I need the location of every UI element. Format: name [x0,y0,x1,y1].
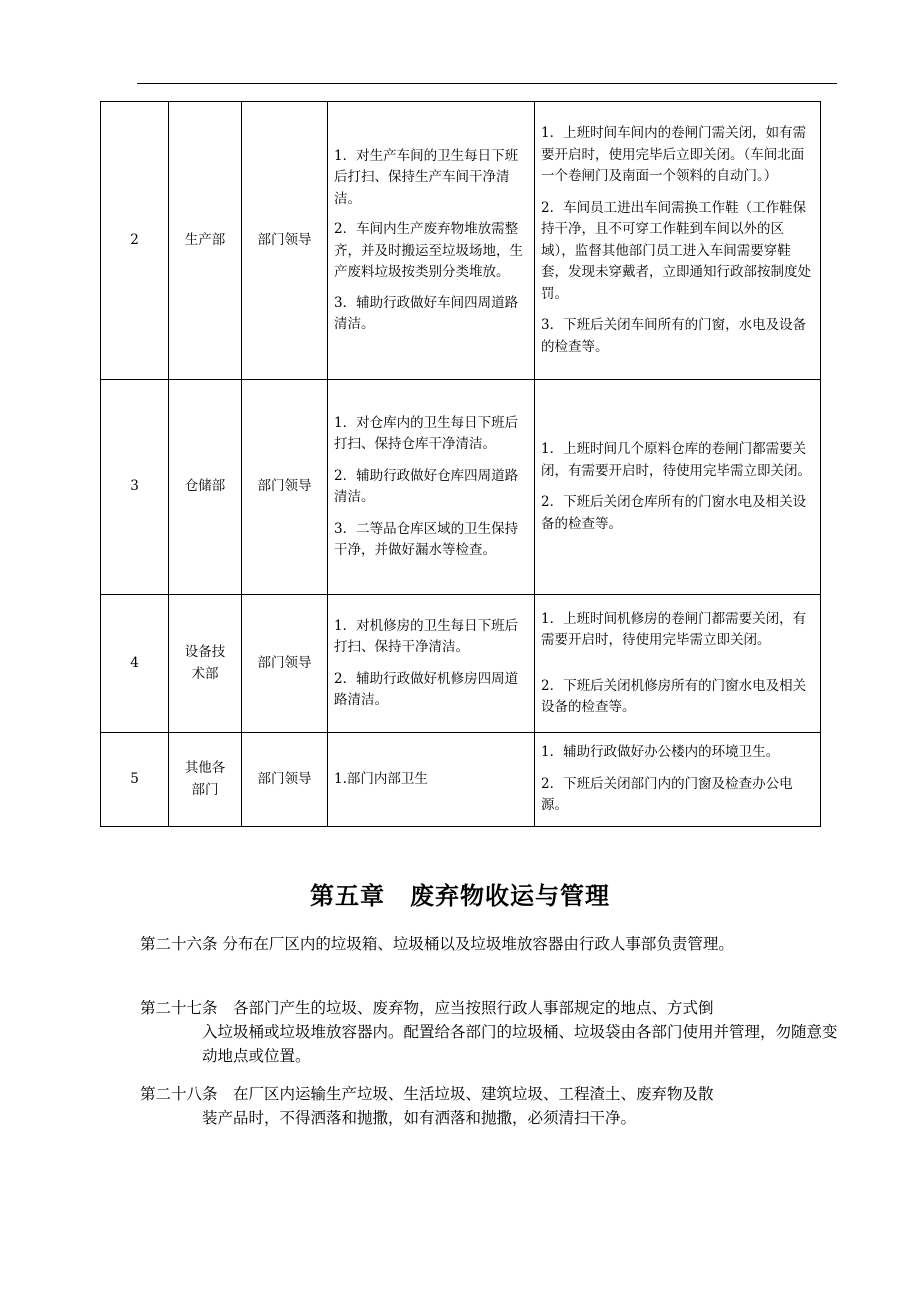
duty-item: 1．对生产车间的卫生每日下班后打扫、保持生产车间干净清洁。 [334,147,519,207]
closing-duties [535,733,821,827]
duty-item: 2．下班后关闭机修房所有的门窗水电及相关设备的检查等。 [541,677,807,715]
duty-item: 2．下班后关闭仓库所有的门窗水电及相关设备的检查等。 [541,494,807,532]
department-line: 设备技 [184,644,226,660]
responsible-person: 部门领导 [242,733,328,827]
department-line: 其他各 [184,760,226,776]
duty-item: 1．辅助行政做好办公楼内的环境卫生。 [541,744,780,761]
duty-item: 1．对仓库内的卫生每日下班后打扫、保持仓库干净清洁。 [334,414,519,452]
department: 生产部 [169,102,242,380]
article-continuation: 装产品时，不得洒落和抛撒，如有洒落和抛撒，必须清扫干净。 [202,1109,637,1127]
row-number: 3 [101,380,169,595]
duty-item: 2．下班后关闭部门内的门窗及检查办公电源。 [541,775,793,814]
article-28 [140,1082,845,1130]
header-rule [137,83,837,84]
duty-item: 1.部门内部卫生 [334,770,428,787]
duty-item: 1．上班时间车间内的卷闸门需关闭，如有需要开启时，使用完毕后立即关闭。（车间北面一个卷闸门及南面一个领料的自动门。） [541,125,807,184]
article-continuation: 入垃圾桶或垃圾堆放容器内。配置给各部门的垃圾桶、垃圾袋由各部门使用并管理，勿随意变动地点或位置。 [202,1023,838,1065]
article-first-line: 第二十七条 各部门产生的垃圾、废弃物，应当按照行政人事部规定的地点、方式倒 [140,999,714,1017]
cleaning-duties [328,733,535,827]
article-26 [140,932,845,956]
row-number: 2 [101,102,169,380]
duty-table [100,101,821,827]
table-row [101,102,821,380]
row-number: 4 [101,595,169,733]
closing-duties [535,102,821,380]
duty-item: 1．上班时间机修房的卷闸门都需要关闭，有需要开启时，待使用完毕需立即关闭。 [541,610,807,648]
table-row [101,380,821,595]
responsible-person: 部门领导 [242,380,328,595]
article-first-line: 第二十六条 分布在厂区内的垃圾箱、垃圾桶以及垃圾堆放容器由行政人事部负责管理。 [140,935,734,953]
duty-item: 3．辅助行政做好车间四周道路清洁。 [334,294,519,332]
department-line: 部门 [191,781,219,798]
closing-duties [535,380,821,595]
cleaning-duties [328,380,535,595]
department [169,595,242,733]
duty-item: 1．上班时间几个原料仓库的卷闸门都需要关闭，有需要开启时，待使用完毕需立即关闭。 [541,441,811,479]
department [169,733,242,827]
department-line: 术部 [191,665,219,682]
closing-duties [535,595,821,733]
duty-item: 2．车间内生产废弃物堆放需整齐，并及时搬运至垃圾场地，生产废料垃圾按类别分类堆放。 [334,221,523,280]
row-number: 5 [101,733,169,827]
article-first-line: 第二十八条 在厂区内运输生产垃圾、生活垃圾、建筑垃圾、工程渣土、废弃物及散 [140,1085,714,1103]
article-27 [140,996,845,1068]
table-row [101,595,821,733]
cleaning-duties [328,595,535,733]
duty-item: 2．辅助行政做好仓库四周道路清洁。 [334,467,519,505]
duty-item: 1．对机修房的卫生每日下班后打扫、保持干净清洁。 [334,617,519,655]
duty-item: 3．下班后关闭车间所有的门窗，水电及设备的检查等。 [541,317,807,355]
responsible-person: 部门领导 [242,595,328,733]
responsible-person: 部门领导 [242,102,328,380]
chapter-title: 第五章 废弃物收运与管理 [310,882,610,910]
duty-item: 2．辅助行政做好机修房四周道路清洁。 [334,670,519,708]
department: 仓储部 [169,380,242,595]
table-row [101,733,821,827]
duty-item: 3．二等品仓库区域的卫生保持干净，并做好漏水等检查。 [334,520,519,558]
duty-item: 2．车间员工进出车间需换工作鞋（工作鞋保持干净，且不可穿工作鞋到车间以外的区域），监督其他部门员工进入车间需要穿鞋套，发现未穿戴者，立即通知行政部按制度处罚。 [541,199,811,302]
cleaning-duties [328,102,535,380]
